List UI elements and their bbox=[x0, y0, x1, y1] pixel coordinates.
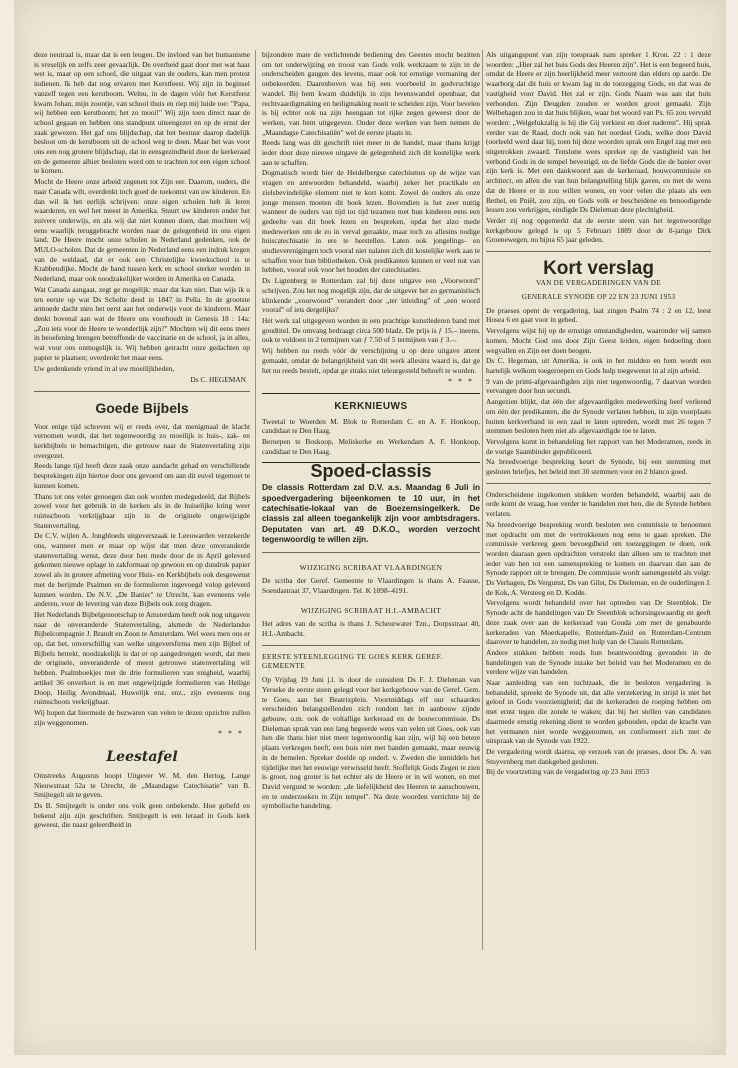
body-paragraph: Het Nederlands Bijbelgenootschap te Amsterdam heeft ook nog uitgaven naar de onveranderde Statenvertaling, alsmede de Nederlandse Bijbelcompagnie J. Brandt en Zoon te Amsterdam. Wel wees men ons er op, dat het, onverschillig van welke uitgeversfirma men zijn Bijbel of Bijbels betrekt, noodzakelijk is dat er op aangedrongen wordt, dat men de originele, onveranderde of meest getrouwe statenvertaling wil hebben. Psalmboekjes met de drie formulieren van enigheid, waarbij artikel 36 onverkort is en met ongewijzigde formulieren van Heilige Doop, Heilig Avondmaal, Huwelijk enz. enz., zijn eveneens nog ruimschoots verkrijgbaar. bbox=[34, 609, 250, 707]
newspaper-page bbox=[14, 0, 726, 1055]
divider bbox=[486, 251, 711, 252]
body-paragraph: Reeds lange tijd heeft deze zaak onze aandacht gehad en verschillende besprekingen zijn hiertoe door ons gevoerd om aan dit euvel tegemoet te kunnen komen. bbox=[34, 461, 250, 490]
body-paragraph: Ds C. Hegeman, uit Amerika, is ook in het midden en hem wordt een hartelijk welkom toegeroepen en Gods hulp toegewenst in al zijn arbeid. bbox=[486, 356, 711, 375]
body-paragraph: 9 van de primi-afgevaardigden zijn niet tegenwoordig, 7 daarvan worden vervangen door hun secundi. bbox=[486, 376, 711, 396]
body-paragraph: Wij hopen dat hiermede de bezwaren van velen te dezen opzichte zullen zijn weggenomen. bbox=[34, 708, 250, 727]
body-paragraph: Het werk zal uitgegeven worden in een prachtige kunstlederen band met goudtitel. De omvang bedraagt circa 500 bladz. De prijs is ƒ 15.– ineens, ook te voldoen in 2 termijnen van ƒ 7.50 of 5 termijnen van ƒ 3.–. bbox=[262, 315, 480, 345]
kort-verslag-subtitle: VAN DE VERGADERINGEN VAN DE bbox=[536, 278, 661, 287]
body-paragraph: Mocht de Heere onze arbeid zegenen tot Zijn eer. Daarom, ouders, die naar Canada wilt, overdenkt toch goed de toekomst van uw kinderen. En dan wil ik het eerlijk schrijven: onze eigen scholen heb ik leren waarderen, en wel het meest in Amerika. Stuurt uw kinderen onder het zuivere onderwijs, en als wij dat niet kunnen doen, dan mochten wij eens waarlijk teruggebracht worden naar de gelegenheid in ons eigen land. De Heere mocht onze scholen in Nederland gedenken, ook de MULO-scholen. Dat de gemeenten in Nederland eens een indruk kregen van de weldaad, dat er ook een Christelijke kweekschool is te Krabbendijke. Mocht de band tussen kerk en school sterker worden in Nederland, maar ook noodzakelijker worden in Amerika en Canada. bbox=[34, 177, 250, 284]
body-paragraph: Na breedvoerige bespreking keurt de Synode, bij een stemming met gesloten briefjes, het beleid met 30 stemmen voor en 2 blanco goed. bbox=[486, 457, 711, 477]
body-paragraph: De scriba der Geref. Gemeente te Vlaardingen is thans A. Faasse, Soendastraat 37, Vlaardingen. Tel. K 1898–4191. bbox=[262, 576, 480, 595]
spoed-classis-notice: De classis Rotterdam zal D.V. a.s. Maandag 6 Juli in spoedvergadering bijeenkomen te 10 uur, in het catechisatie-lokaal van de Boezemsingelkerk. De classis zal alleen toegankelijk zijn voor ambtsdragers. Deputaten van art. 49 D.K.O., worden verzocht tegenwoordig te willen zijn. bbox=[262, 483, 480, 545]
spoed-classis-heading: Spoed-classis bbox=[310, 461, 432, 482]
kerknieuws-heading: KERKNIEUWS bbox=[334, 400, 408, 412]
column-2 bbox=[262, 50, 480, 1040]
section-stars: * * * bbox=[448, 377, 474, 387]
kort-verslag-heading: Kort verslag bbox=[543, 258, 654, 280]
body-paragraph: Als uitgangspunt van zijn toespraak nam spreker 1 Kron. 22 : 1 deze woorden: „Hier zal het huis Gods des Heeren zijn". Het is een begeerd huis, omdat de Heere er zijn heerlijkheid meer vertoont dan elders op aarde. De waarborg dat dit huis er kwam lag in de toezegging Gods, en dat was de vastigheid voor David. Het zal er zijn. Gods Naam was aan dat huis verbonden. Zijn Deugden zouden er worden groot gemaakt. Zijn Welbehagen zou in dat huis blijken, waar het woord van Ps. 65 zou vervuld worden: „Welgelukzalig is hij die Gij verkiest en doet naderen". Hij sprak verder van de Raad, doch ook van het oordeel Gods, welke door David (oorleeld werd daar hij, toen hij deze woorden sprak een Engel zag met een uitgetrokken zwaard. Tenslotte wees spreker op de vastigheid van het verbond Gods in de tempel bevestigd, en de liefde Gods die de banier over zijn kerk is. Met een dankwoord aan de kerkeraad, bouwcommissie en architect, en allen die van hun belangstelling blijk gaven, en met de wens dat de Heere er in zou willen wonen, en voor velen die plaats als een Bethel, en Pniël, zou zijn, en Gods volk er bescheidene en benoodigende lessen zou verkrijgen, eindigde Ds Dieleman deze plechtigheid. bbox=[486, 50, 711, 215]
body-paragraph: Op Vrijdag 19 Juni j.l. is door de consulent Ds F. J. Dieleman van Yerseke de eerste steen gelegd voor het kerkgebouw van de Geref. Gem. te Goes, aan het Beatrixplein. Voormiddags elf uur schaarden verscheiden belangstellenden zich rondom het in aanbouw zijnde gebouw, o.m. ook de voltallige kerkeraad en de bouwcommissie. Ds Dieleman sprak van een lang begeerde wens van velen uit Goes, ook van hen die thans hier niet meer tegenwoordig kan zijn, wijl hij een betere plaats verkregen heeft, een huis niet met handen gemaakt, maar eeuwig in de hemelen. Spreker doelde op onderl. v. Zweden die inmiddels het tijdelijke met het eeuwige verwisseld heeft. Stoffelijk Gods Zegen te zien is groot, nog groter is het echter als de Heere er in wil wonen, en met David vergund te worden: „de liefelijkheid des Heeren te aanschouwen, en te onderzoeken in Zijn tempel". Na deze woorden verrichtte hij de symbolische handeling. bbox=[262, 675, 480, 811]
body-paragraph: Dogmatisch wordt hier de Heidelbergse catechismus op de wijze van vragen en antwoorden behandeld, waarbij zeker het practikale en zielsbevindelijke element niet te kort komt. Zowel de ouders als onze jonge mensen moeten dit boek lezen. Bovendien is het zeer nuttig wanneer de ouders van tijd tot tijd tezamen met hun kinderen eens een gedeelte van dit boek lezen en bespreken, opdat het alzo mede medewerken om de zo in verval geraakte, maar toch zo allesins nodige huiscatechisatie in ere te herstellen. Laten ook jongelings- en studieverenigingen toch vooral niet nalaten zich dit kostelijke werk aan te schaffen voor hun bibliotheken. Ook predikanten kunnen er veel nut van hebben, vooral ook voor het houden der catechisaties. bbox=[262, 168, 480, 275]
body-paragraph: Wat Canada aangaat, zegt ge mogelijk: maar dat kan niet. Dan wijs ik u ten eerste op wat Ds Scholte deed in 1847 in Pella. In de grootste armoede dacht men het eerst aan het onderwijs voor de kinderen. Maar denkt bovenal aan wat de Heere ons voorhoudt in Genesis 18 : 14a: „Zou iets voor de Heere te wonderlijk zijn?" Mochten wij dit eens meer in beoefening brengen betreffende de vaccinatie en de school, ja in alles, wat voor ons onmogelijk is. Wij hebben getracht onze gedachten op papier te plaatsen; overdenkt het maar eens. bbox=[34, 284, 250, 362]
body-paragraph: De vergadering wordt daarna, op verzoek van de praeses, door Ds. A. van Stuyvenberg met dankgebed gesloten. bbox=[486, 747, 711, 766]
column-1 bbox=[34, 50, 250, 1040]
body-paragraph: Ds B. Smijtegelt is onder ons volk geen onbekende. Hoe geliefd en bekend zijn zijn geschriften. Smijtegelt is een leraad in Gods kerk geweest, die naast geleerdheid in bbox=[34, 800, 250, 830]
body-paragraph: Voor enige tijd schreven wij er reeds over, dat menigmaal de klacht vernomen wordt, dat het tegenwoordig zo moeilijk is huis-, zak- en kerkbijbels te bemachtigen, die getrouw naar de Statenvertaling zijn overgezet. bbox=[34, 421, 250, 460]
body-paragraph: Verder zij nog opgemerkt dat de eerste steen van het tegenwoordige kerkgebouw gelegd is op 5 Februari 1889 door de 8-jarige Dirk Groenewegen, nu bijna 65 jaar geleden. bbox=[486, 215, 711, 245]
divider bbox=[262, 645, 480, 646]
body-paragraph: Vervolgens wijst hij op de ernstige omstandigheden, waaronder wij samen komen. Mocht God ons door Zijn Geest leiden, eigen bedoeling doen wegvallen en Zijn eer doen beogen. bbox=[486, 326, 711, 355]
body-paragraph: Onderscheidene ingekomen stukken worden behandeld, waarbij aan de orde komt de vraag, hoe verder te handelen met hen, die de Synode hebben verlaten. bbox=[486, 489, 711, 519]
column-3 bbox=[486, 50, 711, 1040]
body-paragraph: Vervolgens wordt behandeld over het optreden van Dr Steenblok. De Synode acht de handelingen van Dr Steenblok schorsingswaardig en geeft deze zaak over aan de kerkeraad van Gouda ,om met de genabuurde kerkeraden van Moerkapelle, Rotterdam-Zuid en Rotterdam-Centrum daarover te handelen, zo nodig met hulp van de Classis Rotterdam. bbox=[486, 598, 711, 647]
body-paragraph: Ds Ligtenberg te Rotterdam zal bij deze uitgave een „Voorwoord" schrijven. Zou het nog mogelijk zijn, dat de uitgever het zo germanistisch klinkende „voorwoord" verandert door „ter inleiding" of „een woord vooraf" of iets dergelijks? bbox=[262, 276, 480, 315]
divider bbox=[34, 391, 250, 392]
column-rule bbox=[482, 50, 483, 950]
body-paragraph: Thans tot ons veler genoegen dan ook worden medegedeeld, dat Bijbels zowel voor het gebruik in de kerken als in de huiselijke kring weer ruimschoots verkrijgbaar zijn in de originele ongewijzigde Statenvertaling. bbox=[34, 491, 250, 530]
body-paragraph: bijzondere mate de verlichtende bediening des Geestes mocht bezitten om tot onderwijzing en troost van Gods volk werkzaam te zijn in de onderscheiden gangen des levens, maar ook tot ernstige vermaning der onbekeerden. Daarenboven was hij een voorbeeld in godvruchtige wandel. Bij hem kwam duidelijk in zijn levenswandel openbaar, dat rechtvaardigmaking en heiligmaking nooit te scheiden zijn. Voor bevelen is hij echter ook na zijn heengaan tot rijke zegen geweest door de werken, van hem uitgegeven. Onder deze werken van hem nemen de „Maandagse Catechisatiën" wel de eerste plaats in. bbox=[262, 50, 480, 137]
divider bbox=[262, 393, 480, 394]
news-item: Tweetal te Woerden M. Blok te Rotterdam C. en A. F. Honkoop, candidaat te Den Haag. bbox=[262, 416, 480, 436]
scribaat-ambacht-heading: WIJZIGING SCRIBAAT H.I.-AMBACHT bbox=[300, 605, 442, 615]
body-paragraph: Het adres van de scriba is thans J. Scheurwater Tzn., Dorpsstraat 40, H.I.-Ambacht. bbox=[262, 619, 480, 639]
divider bbox=[486, 483, 711, 484]
leestafel-heading: Leestafel bbox=[106, 749, 178, 766]
body-paragraph: De C.V. wijlen A. Jongbloeds uitgeverszaak te Leeuwarden verzekerde ons, wanneer men er maar op wijst dat men deze onveranderde statenvertaling wenst, deze door hen mede door de in April geleverd gekomen nieuwe oplage in zakformaat op gewoon en op dundruk papier zowel als in grotere afmeting voor Huis- en Kerkbijbels ook desgewenst met de berijmde Psalmen en de formulieren ingevoegd volop geleverd kunnen worden. De N.V. „De Banier" te Utrecht, kan eveneens vele anderen, voor de levering van deze Bijbels ook zorg dragen. bbox=[34, 531, 250, 609]
column-rule bbox=[255, 50, 256, 950]
body-paragraph: De praeses opent de vergadering, laat zingen Psalm 74 : 2 en 12, leest Hosea 6 en gaat voor in gebed. bbox=[486, 305, 711, 325]
body-paragraph: deze neutraal is, maar dat is een leugen. De invloed van het humanisme is vreselijk en zelfs zeer gevaarlijk. De overheid gaat door met wat haar wet is, maar op een school, die uitgaat van de ouders, kan men protest indienen. Ik heb dat nog ervaren met Kerstfeest. Wij zijn in beginsel vanzelf tegen een kerstboom. Welnu, in de dagen vóór het Kerstfeest kwam Johan, mijn zoontje, van school thuis en riep mij luide toe: "Papa, wij hebben een kerstboom; het zo mooi!" Wij zijn toen direct naar de school gegaan en hebben ons standpunt uiteengezet en op de ernst der zaak gewezen. Het gaf ons blijdschap, dat het bestuur daarop dadelijk besloot om de kerstboom uit de school weg te doen. Maar het was voor ons een nog grotere blijdschap, dat in eensgezindheid door de kerkeraad en de gemeente alhier besloten werd om te trachten tot een eigen school te komen. bbox=[34, 50, 250, 176]
body-paragraph: Bij de voortzetting van de vergadering op 23 Juni 1953 bbox=[486, 767, 650, 777]
body-paragraph: Andere stukken hebben reeds hun beantwoording gevonden in de handelingen van de Synode inzake het beleid van het Moderamen en de verdere wijze van handelen. bbox=[486, 647, 711, 677]
goede-bijbels-heading: Goede Bijbels bbox=[95, 399, 189, 416]
body-paragraph: Wij hebben nu reeds vóór de verschijning u op deze uitgave attent gemaakt, omdat de belangrijkheid van dit werk allesins waard is, dat ge het nu reeds bestelt, opdat ge straks niet teleurgesteld behoeft te worden. bbox=[262, 346, 480, 375]
divider bbox=[262, 552, 480, 553]
body-paragraph: Na breedvoerige bespreking wordt besloten een commissie te benoemen met opdracht om met de vertrokkenen nog eens te gaan spreken. Die commissie verkreeg geen bevoegdheid om toezeggingen te doen, ook worden daaraan geen opdrachten verstrekt dan alleen om te trachten met ieder van hen tot een samenspreking te komen en daarvan dan aan de Synode rapport uit te brengen. De commissie wordt samengesteld als volgt: Ds Verhagen, Ds Vergunst, Ds van Gilst, Ds Dieleman, en de ouderlingen J. de Kok, A. Versteeg en D. Kodde. bbox=[486, 519, 711, 597]
body-paragraph: Omstreeks Augustus hoopt Uitgever W. M. den Hertog, Lange Nieuwstraat 52a te Utrecht, de „Maandagse Catechisatie" van B. Smijtegelt uit te geven. bbox=[34, 770, 250, 800]
body-paragraph: Naar aanleiding van een tuchtzaak, die in besloten vergadering is behandeld, spreekt de Synode uit, dat alle verzekering in strijd is met het geloof in Gods voorzienigheid; dat de kerkeraden de roeping hebben om met ernst tegen die zonde te waken; dat bij het stellen van candidaten daarmede ernstig rekening dient te worden gehouden, opdat de kracht van het vermanen niet worde weggenomen, en conformeert zich met de uitspraak van de Synode van 1922. bbox=[486, 678, 711, 746]
body-paragraph: Reeds lang was dit geschrift niet meer in de handel, maar thans krijgt ieder door deze nieuwe uitgave de gelegenheid zich dit kostelijke werk aan te schaffen. bbox=[262, 138, 480, 167]
body-paragraph: Aangezien blijkt, dat één der afgevaardigden medewerking heef verleend om één der predikanten, die de Synode verlaten hebben, in zijn voorplaats buiten kerkverband in een zaal te laten optreden, wordt met 26 tegen 7 stemmen besloten hem niet als afgevaardigde toe te laten. bbox=[486, 397, 711, 436]
body-paragraph: Vervolgens komt in behandeling het rapport van het Moderamen, reeds in de vorige Saambinder gepubliceerd. bbox=[486, 436, 711, 456]
body-paragraph: Uw gedenkende vriend in al uw moeilijkheden, bbox=[34, 363, 175, 373]
news-item: Beroepen te Boskoop, Meliskerke en Werkendam A. F. Honkoop, candidaat te Den Haag. bbox=[262, 437, 480, 456]
section-stars: * * * bbox=[218, 729, 244, 739]
kort-verslag-subtitle: GENERALE SYNODE OP 22 EN 23 JUNI 1953 bbox=[521, 292, 676, 301]
steenlegging-heading: EERSTE STEENLEGGING TE GOES KERK GEREF. GEMEENTE bbox=[262, 651, 443, 671]
scribaat-vlaardingen-heading: WIJZIGING SCRIBAAT VLAARDINGEN bbox=[299, 562, 443, 572]
author-signature: Ds C. HEGEMAN bbox=[190, 375, 246, 385]
